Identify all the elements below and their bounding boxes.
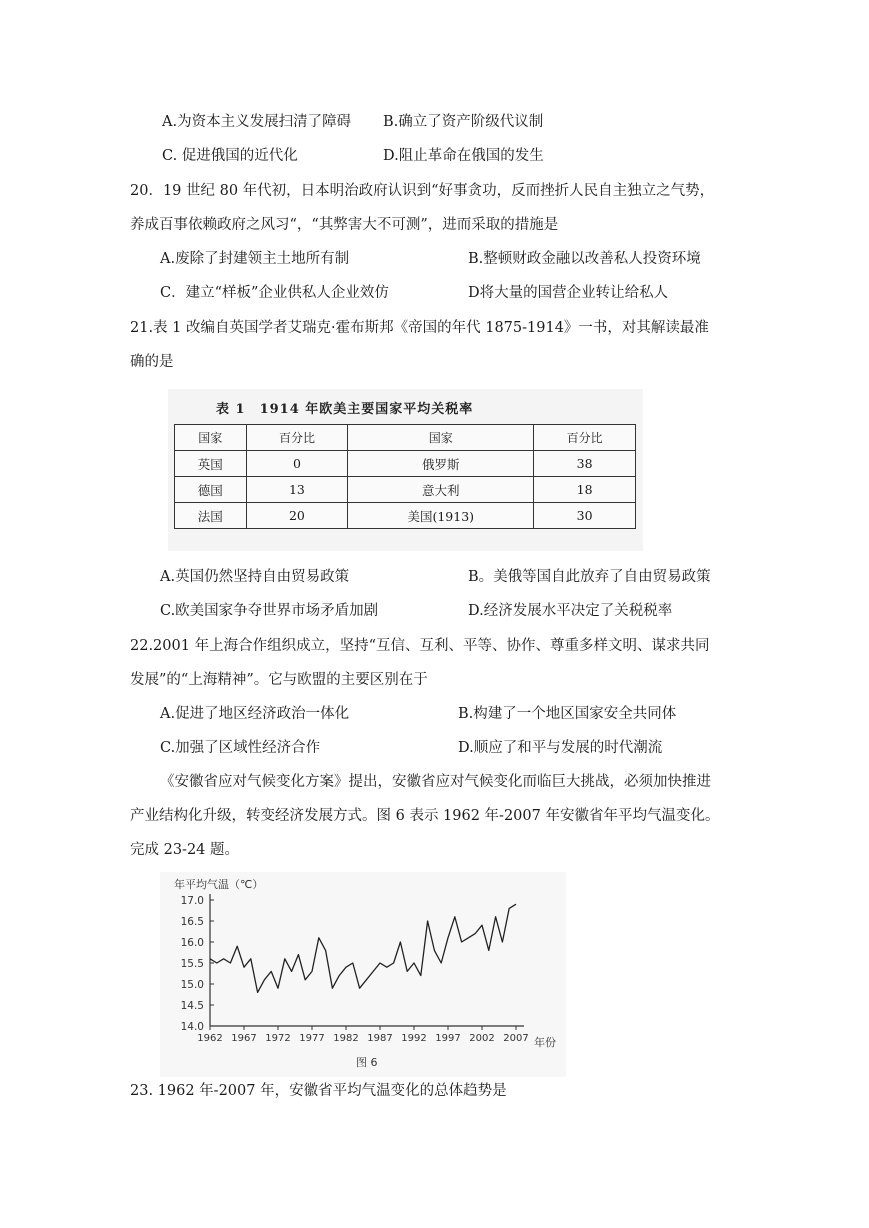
q21-option-b: B。美俄等国自此放弃了自由贸易政策 (468, 569, 711, 585)
y-tick-label: 14.5 (180, 1000, 204, 1012)
table-cell: 英国 (175, 451, 247, 477)
temperature-chart (160, 872, 566, 1077)
q21-option-c: C.欧美国家争夺世界市场矛盾加剧 (160, 603, 379, 619)
table-header-cell: 国家 (348, 425, 534, 451)
q20-stem-line1: 20．19 世纪 80 年代初，日本明治政府认识到“好事贪功，反而挫折人民自主独立之气势， (130, 183, 715, 199)
tariff-table-image (168, 389, 643, 551)
y-tick-label: 15.5 (180, 958, 204, 970)
table-title: 表 1 1914 年欧美主要国家平均关税率 (216, 402, 474, 417)
q19-option-b: B.确立了资产阶级代议制 (383, 114, 544, 130)
passage-line1: 《安徽省应对气候变化方案》提出，安徽省应对气候变化而临巨大挑战，必须加快推进 (160, 774, 711, 790)
table-cell: 法国 (175, 503, 247, 529)
q21-stem-line1: 21.表 1 改编自英国学者艾瑞克·霍布斯邦《帝国的年代 1875-1914》一书，对其解读最准 (130, 320, 709, 336)
table-cell: 13 (246, 477, 348, 503)
passage-line2: 产业结构化升级，转变经济发展方式。图 6 表示 1962 年-2007 年安徽省年平均气温变化。 (130, 808, 720, 824)
table-row (175, 503, 636, 529)
q21-option-a: A.英国仍然坚持自由贸易政策 (160, 569, 350, 585)
x-tick-label: 2002 (469, 1033, 495, 1044)
q22-option-d: D.顺应了和平与发展的时代潮流 (458, 740, 663, 756)
table-cell: 30 (534, 503, 636, 529)
table-cell: 0 (246, 451, 348, 477)
y-tick-label: 17.0 (180, 895, 204, 907)
passage-line3: 完成 23-24 题。 (130, 842, 240, 858)
table-cell: 俄罗斯 (348, 451, 534, 477)
y-tick-label: 15.0 (180, 979, 204, 991)
q22-stem-line1: 22.2001 年上海合作组织成立，坚持“互信、互利、平等、协作、尊重多样文明、谋求共同 (130, 638, 710, 654)
q20-option-b: B.整顿财政金融以改善私人投资环境 (468, 251, 701, 267)
q22-stem-line2: 发展”的“上海精神”。它与欧盟的主要区别在于 (130, 672, 428, 688)
x-tick-label: 1987 (367, 1033, 393, 1044)
x-tick-label: 2007 (503, 1033, 529, 1044)
q22-option-a: A.促进了地区经济政治一体化 (160, 706, 350, 722)
chart-caption: 图 6 (356, 1056, 378, 1069)
x-tick-label: 1962 (197, 1033, 223, 1044)
x-tick-label: 1997 (435, 1033, 461, 1044)
x-tick-label: 1977 (299, 1033, 325, 1044)
q20-option-c: C．建立“样板”企业供私人企业效仿 (160, 285, 389, 301)
q21-option-d: D.经济发展水平决定了关税税率 (468, 603, 673, 619)
table-row (175, 477, 636, 503)
x-tick-label: 1992 (401, 1033, 427, 1044)
q20-option-d: D将大量的国营企业转让给私人 (468, 285, 669, 301)
table-header-cell: 百分比 (534, 425, 636, 451)
temperature-chart-svg (160, 872, 566, 1077)
x-tick-label: 1982 (333, 1033, 359, 1044)
table-cell: 美国(1913) (348, 503, 534, 529)
x-tick-label: 1967 (231, 1033, 257, 1044)
table-row (175, 451, 636, 477)
table-header-cell: 国家 (175, 425, 247, 451)
table-header-row (175, 425, 636, 451)
y-axis-label: 年平均气温（℃） (174, 878, 264, 891)
q22-option-c: C.加强了区域性经济合作 (160, 740, 321, 756)
table-cell: 38 (534, 451, 636, 477)
q23-stem: 23. 1962 年-2007 年，安徽省平均气温变化的总体趋势是 (130, 1083, 507, 1099)
table-cell: 20 (246, 503, 348, 529)
q20-stem-line2: 养成百事依赖政府之风习“，“其弊害大不可测”，进而采取的措施是 (130, 217, 559, 233)
q21-stem-line2: 确的是 (130, 354, 174, 370)
q19-option-a: A.为资本主义发展扫清了障碍 (162, 114, 352, 130)
table-cell: 18 (534, 477, 636, 503)
tariff-table (174, 424, 636, 529)
q19-option-c: C. 促进俄国的近代化 (162, 148, 298, 164)
x-axis-label: 年份 (534, 1036, 556, 1049)
q22-option-b: B.构建了一个地区国家安全共同体 (458, 706, 677, 722)
table-header-cell: 百分比 (246, 425, 348, 451)
y-tick-label: 16.5 (180, 916, 204, 928)
q19-option-d: D.阻止革命在俄国的发生 (383, 148, 544, 164)
table-cell: 意大利 (348, 477, 534, 503)
q20-option-a: A.废除了封建领主土地所有制 (160, 251, 350, 267)
y-tick-label: 14.0 (180, 1021, 204, 1033)
x-tick-label: 1972 (265, 1033, 291, 1044)
table-cell: 德国 (175, 477, 247, 503)
y-tick-label: 16.0 (180, 937, 204, 949)
